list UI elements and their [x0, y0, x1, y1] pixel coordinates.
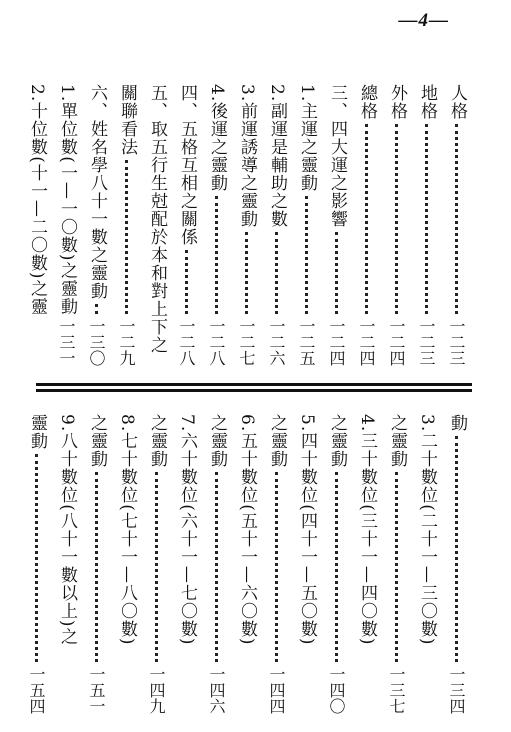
toc-entry-page: 一二八 [207, 318, 226, 366]
dotted-leader [125, 160, 128, 314]
dotted-leader [275, 232, 278, 314]
toc-entry-title: 1.主運之靈動 [297, 84, 317, 193]
dotted-leader [335, 472, 338, 662]
toc-entry[interactable] [53, 414, 80, 714]
dotted-leader [275, 472, 278, 662]
toc-entry-title: 之靈動 [387, 414, 407, 468]
toc-entry-title: 五、取五行生尅配於本和對上下之 [147, 84, 167, 354]
toc-entry-page: 一三一 [57, 318, 76, 366]
dotted-leader [95, 304, 98, 314]
toc-entry-title: 7.六十數位(六十一—七〇數) [177, 414, 197, 646]
toc-entry-title: 6.五十數位(五十一—六〇數) [237, 414, 257, 646]
toc-entry-title: 四、五格互相之關係 [177, 84, 197, 246]
toc-entry-page: 一二九 [117, 318, 136, 366]
toc-entry-page: 一三七 [387, 666, 406, 714]
toc-top-section [18, 84, 470, 366]
toc-entry[interactable] [113, 414, 140, 714]
toc-entry-page: 一三〇 [87, 318, 106, 366]
toc-entry-title: 9.八十數位(八十一數以上)之 [57, 414, 77, 646]
toc-entry[interactable] [23, 84, 50, 366]
toc-entry-page: 一二六 [267, 318, 286, 366]
dotted-leader [185, 250, 188, 314]
toc-entry[interactable] [443, 84, 470, 366]
toc-entry-title: 3.前運誘導之靈動 [237, 84, 257, 229]
double-rule-divider-bottom [36, 389, 472, 392]
toc-entry[interactable] [263, 84, 290, 366]
toc-entry[interactable] [143, 84, 170, 366]
toc-entry-page: 一三四 [447, 666, 466, 714]
toc-entry-title: 之靈動 [147, 414, 167, 468]
toc-entry-title: 外格 [387, 84, 407, 120]
dotted-leader [425, 124, 428, 314]
toc-entry-page: 一二三 [447, 318, 466, 366]
toc-entry-title: 2.十位數(十一—二〇數)之靈 [27, 84, 47, 316]
toc-entry-title: 人格 [447, 84, 467, 120]
dotted-leader [455, 124, 458, 314]
toc-entry-title: 5.四十數位(四十一—五〇數) [297, 414, 317, 646]
toc-entry[interactable] [113, 84, 140, 366]
dotted-leader [455, 436, 458, 662]
toc-entry-page: 一二八 [177, 318, 196, 366]
toc-entry-title: 總格 [357, 84, 377, 120]
toc-entry[interactable] [413, 84, 440, 366]
toc-bottom-section [18, 414, 470, 714]
toc-entry-title: 之靈動 [207, 414, 227, 468]
toc-entry[interactable] [293, 414, 320, 714]
toc-entry[interactable] [323, 414, 350, 714]
toc-entry-title: 之靈動 [327, 414, 347, 468]
dotted-leader [245, 232, 248, 314]
toc-entry-title: 靈動 [27, 414, 47, 450]
toc-entry-page: 一四〇 [327, 666, 346, 714]
toc-entry-page: 一二三 [417, 318, 436, 366]
double-rule-divider-top [36, 383, 472, 386]
toc-entry[interactable] [383, 414, 410, 714]
toc-entry-title: 1.單位數(一—一〇數)之靈動 [57, 84, 77, 316]
toc-entry-title: 2.副運是輔助之數 [267, 84, 287, 229]
toc-entry-page: 一二四 [357, 318, 376, 366]
toc-entry-page: 一二四 [327, 318, 346, 366]
dotted-leader [155, 472, 158, 662]
toc-entry-title: 8.七十數位(七十一—八〇數) [117, 414, 137, 646]
toc-entry[interactable] [443, 414, 470, 714]
toc-entry[interactable] [323, 84, 350, 366]
dotted-leader [35, 454, 38, 662]
toc-entry-title: 3.二十數位(二十一—三〇數) [417, 414, 437, 646]
toc-entry-title: 4.後運之靈動 [207, 84, 227, 193]
toc-entry[interactable] [233, 84, 260, 366]
toc-entry[interactable] [173, 414, 200, 714]
toc-entry[interactable] [353, 84, 380, 366]
dotted-leader [395, 124, 398, 314]
toc-entry-page: 一二四 [387, 318, 406, 366]
toc-entry[interactable] [83, 84, 110, 366]
toc-entry-page: 一四六 [207, 666, 226, 714]
toc-entry-title: 4.三十數位(三十一—四〇數) [357, 414, 377, 646]
toc-entry[interactable] [263, 414, 290, 714]
toc-entry-title: 三、四大運之影響 [327, 84, 347, 228]
page-number: —4— [398, 10, 449, 31]
toc-entry-title: 六、姓名學八十一數之靈動 [87, 84, 107, 300]
dotted-leader [305, 196, 308, 314]
toc-entry-page: 一五一 [87, 666, 106, 714]
toc-entry-page: 一四四 [267, 666, 286, 714]
toc-entry[interactable] [203, 84, 230, 366]
toc-entry[interactable] [143, 414, 170, 714]
dotted-leader [215, 472, 218, 662]
toc-entry[interactable] [173, 84, 200, 366]
toc-entry-title: 之靈動 [267, 414, 287, 468]
toc-entry[interactable] [53, 84, 80, 366]
toc-entry[interactable] [23, 414, 50, 714]
toc-entry[interactable] [233, 414, 260, 714]
dotted-leader [215, 196, 218, 314]
toc-entry[interactable] [293, 84, 320, 366]
toc-entry[interactable] [413, 414, 440, 714]
toc-entry-title: 之靈動 [87, 414, 107, 468]
dotted-leader [335, 232, 338, 314]
toc-entry-page: 一四九 [147, 666, 166, 714]
dotted-leader [395, 472, 398, 662]
toc-entry[interactable] [83, 414, 110, 714]
toc-entry-page: 一五四 [27, 666, 46, 714]
toc-entry-title: 關聯看法 [117, 84, 137, 156]
toc-entry-title: 地格 [417, 84, 437, 120]
toc-entry-page: 一二七 [237, 318, 256, 366]
toc-entry[interactable] [203, 414, 230, 714]
toc-entry[interactable] [353, 414, 380, 714]
toc-entry-title: 動 [447, 414, 467, 432]
toc-entry-page: 一二五 [297, 318, 316, 366]
dotted-leader [365, 124, 368, 314]
toc-entry[interactable] [383, 84, 410, 366]
dotted-leader [95, 472, 98, 662]
